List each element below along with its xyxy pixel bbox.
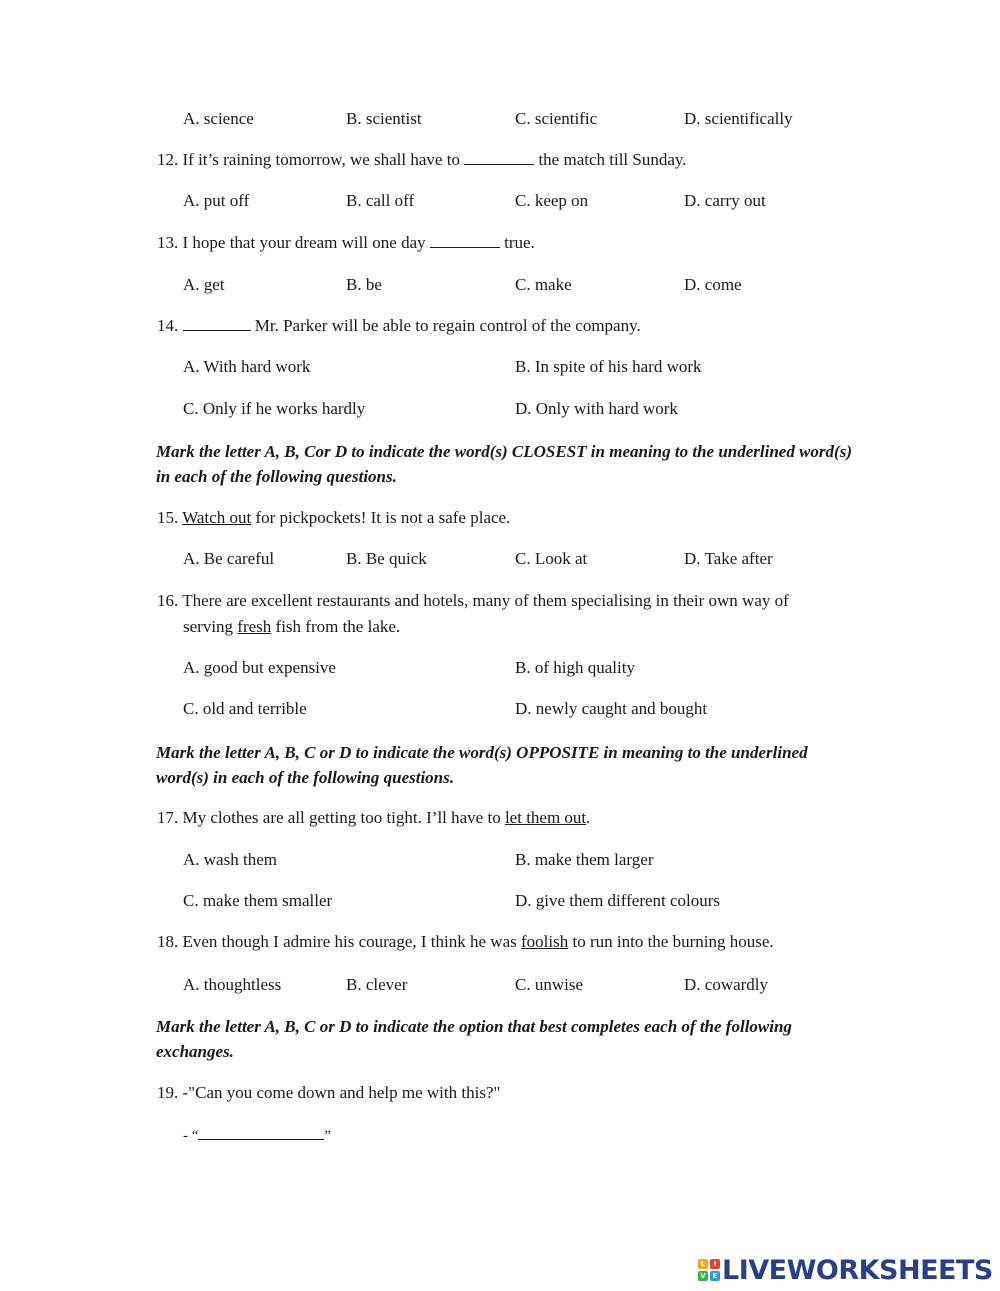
q11-option-b: B. scientist: [346, 109, 422, 128]
logo-cube: E: [710, 1271, 720, 1281]
question-12-blank[interactable]: [464, 149, 534, 165]
q11-option-a: A. science: [183, 109, 254, 128]
q14-option-d: D. Only with hard work: [515, 399, 678, 418]
q17-option-c: C. make them smaller: [183, 891, 333, 910]
question-12: [157, 149, 687, 171]
question-14-blank[interactable]: [183, 315, 251, 331]
q12-option-b: B. call off: [346, 191, 415, 210]
q13-option-a: A. get: [183, 275, 225, 294]
q16-option-b: B. of high quality: [515, 658, 635, 677]
question-16-line2: [183, 616, 400, 638]
question-17-text-end: .: [586, 808, 591, 827]
question-13-text-end: true.: [504, 233, 535, 252]
q15-option-c: C. Look at: [515, 549, 588, 568]
q16-option-c: C. old and terrible: [183, 699, 307, 718]
q17-option-b: B. make them larger: [515, 850, 654, 869]
q14-option-b: B. In spite of his hard work: [515, 357, 702, 376]
question-13-text: 13. I hope that your dream will one day: [157, 233, 426, 252]
q15-option-b: B. Be quick: [346, 549, 427, 568]
question-12-text-end: the match till Sunday.: [538, 150, 687, 169]
q11-option-d: D. scientifically: [684, 109, 793, 128]
logo-cubes-icon: [698, 1259, 720, 1281]
logo-cube: V: [698, 1271, 708, 1281]
q17-option-d: D. give them different colours: [515, 891, 721, 910]
question-16-text-end: fish from the lake.: [275, 617, 401, 636]
logo-cube: L: [698, 1259, 708, 1269]
question-14-number: 14.: [157, 316, 179, 335]
q11-option-c: C. scientific: [515, 109, 598, 128]
question-16-underlined: fresh: [237, 617, 272, 636]
instruction-exchanges: Mark the letter A, B, C or D to indicate the option that best completes each of the following exchanges.: [156, 1017, 792, 1061]
q14-option-c: C. Only if he works hardly: [183, 399, 366, 418]
question-16-text: serving: [183, 617, 234, 636]
q13-option-d: D. come: [684, 275, 742, 294]
q16-option-d: D. newly caught and bought: [515, 699, 708, 718]
q12-option-d: D. carry out: [684, 191, 766, 210]
question-15-underlined: Watch out: [182, 508, 252, 527]
question-12-text: 12. If it’s raining tomorrow, we shall have to: [157, 150, 460, 169]
q18-option-d: D. cowardly: [684, 975, 769, 994]
question-15-number: 15.: [157, 508, 179, 527]
q17-option-a: A. wash them: [183, 850, 277, 869]
q12-option-c: C. keep on: [515, 191, 589, 210]
question-18-text-end: to run into the burning house.: [572, 932, 774, 951]
q18-option-c: C. unwise: [515, 975, 583, 994]
question-19-reply: [183, 1124, 331, 1147]
question-13: [157, 232, 535, 254]
instruction-opposite: Mark the letter A, B, C or D to indicate the word(s) OPPOSITE in meaning to the underlined word(s) in each of the following questions.: [156, 743, 808, 787]
question-17: [157, 807, 590, 829]
q12-option-a: A. put off: [183, 191, 250, 210]
q13-option-b: B. be: [346, 275, 382, 294]
q15-option-a: A. Be careful: [183, 549, 275, 568]
q16-option-a: A. good but expensive: [183, 658, 336, 677]
question-18-text: 18. Even though I admire his courage, I think he was: [157, 932, 517, 951]
question-19-reply-open: - “: [183, 1128, 199, 1144]
question-19-answer-blank[interactable]: [198, 1124, 324, 1140]
instruction-closest: Mark the letter A, B, Cor D to indicate the word(s) CLOSEST in meaning to the underlined word(s) in each of the following questions.: [156, 442, 852, 486]
q18-option-a: A. thoughtless: [183, 975, 282, 994]
q15-option-d: D. Take after: [684, 549, 773, 568]
question-15: [157, 507, 510, 529]
question-18-underlined: foolish: [521, 932, 569, 951]
logo-cube: I: [710, 1259, 720, 1269]
question-17-underlined: let them out: [504, 808, 587, 827]
q18-option-b: B. clever: [346, 975, 408, 994]
question-14-text: Mr. Parker will be able to regain control of the company.: [254, 316, 641, 335]
question-19: 19. -"Can you come down and help me with this?": [157, 1083, 501, 1102]
question-14: [157, 315, 641, 337]
question-16-line1: 16. There are excellent restaurants and hotels, many of them specialising in their own way of: [157, 591, 789, 610]
logo-text: LIVEWORKSHEETS: [722, 1254, 993, 1286]
question-15-text: for pickpockets! It is not a safe place.: [255, 508, 511, 527]
question-17-text: 17. My clothes are all getting too tight. I’ll have to: [157, 808, 501, 827]
q14-option-a: A. With hard work: [183, 357, 311, 376]
question-13-blank[interactable]: [430, 232, 500, 248]
q13-option-c: C. make: [515, 275, 572, 294]
liveworksheets-logo: [698, 1252, 993, 1288]
question-19-reply-close: ”: [324, 1128, 332, 1144]
question-18: [157, 931, 774, 953]
